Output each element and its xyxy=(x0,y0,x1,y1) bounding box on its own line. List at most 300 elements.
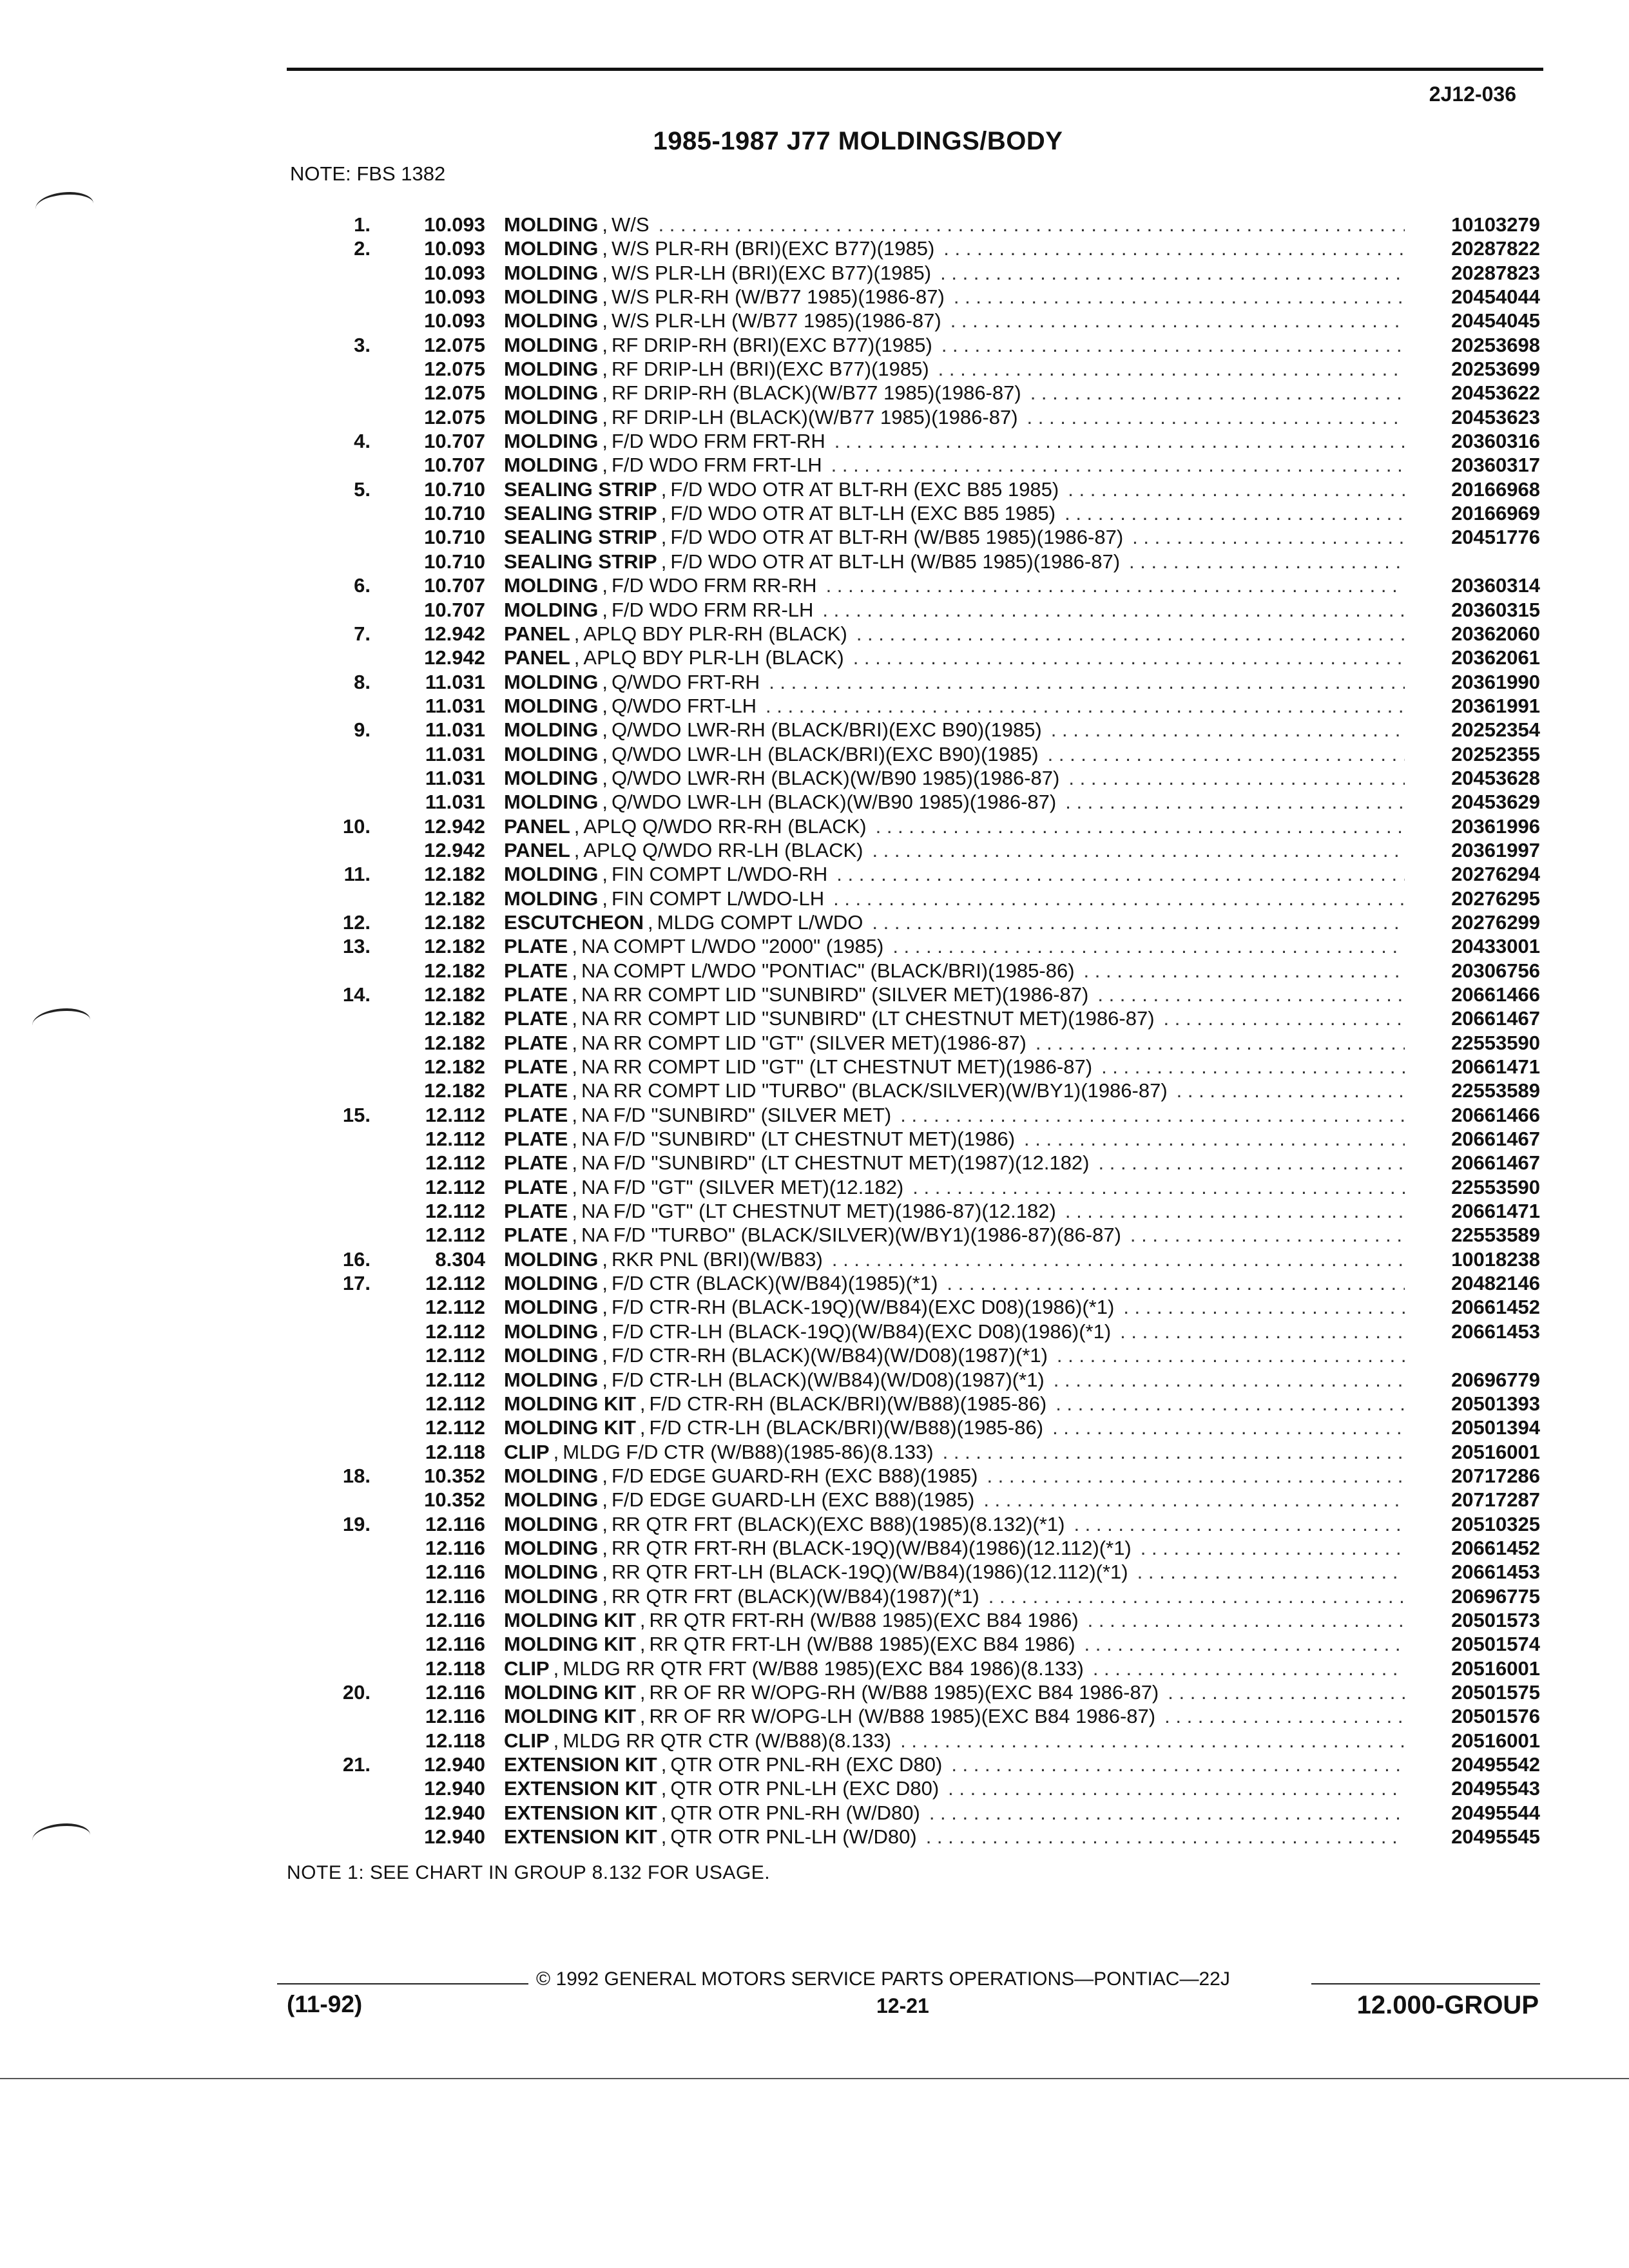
part-description xyxy=(504,670,1405,694)
part-detail: MLDG RR QTR FRT (W/B88 1985)(EXC B84 1986)(8.133) xyxy=(563,1657,1084,1680)
group-number: 12.182 xyxy=(424,910,485,934)
part-detail: QTR OTR PNL-LH (W/D80) xyxy=(670,1825,917,1849)
group-number: 11.031 xyxy=(425,766,485,789)
part-detail: F/D CTR-RH (BLACK/BRI)(W/B88)(1985-86) xyxy=(649,1392,1047,1415)
parts-list xyxy=(322,213,1540,1849)
list-item xyxy=(322,887,1540,910)
list-item xyxy=(322,1776,1540,1800)
dot-leader xyxy=(1051,718,1405,742)
part-number: 20454044 xyxy=(1451,285,1540,309)
part-detail: W/S xyxy=(612,213,650,236)
list-item xyxy=(322,934,1540,958)
group-number: 12.116 xyxy=(425,1584,485,1608)
part-name: MOLDING xyxy=(504,213,599,236)
part-name: SEALING STRIP xyxy=(504,526,657,549)
group-number: 12.940 xyxy=(424,1801,485,1824)
part-description xyxy=(504,1247,1405,1271)
part-number: 20482146 xyxy=(1451,1272,1540,1295)
dot-leader xyxy=(940,261,1405,285)
ref-number: 17. xyxy=(342,1272,371,1295)
part-name: PLATE xyxy=(504,1007,568,1030)
separator: , xyxy=(602,742,608,765)
separator: , xyxy=(602,261,608,284)
separator: , xyxy=(639,1392,646,1415)
group-number: 12.075 xyxy=(424,405,485,428)
dot-leader xyxy=(1130,1223,1405,1247)
list-item xyxy=(322,838,1540,862)
list-item xyxy=(322,1343,1540,1367)
list-item xyxy=(322,1680,1540,1704)
separator: , xyxy=(660,550,667,573)
list-item xyxy=(322,646,1540,669)
separator: , xyxy=(574,622,580,645)
part-detail: RR QTR FRT-LH (BLACK-19Q)(W/B84)(1986)(12.112)(*1) xyxy=(612,1561,1128,1584)
list-item xyxy=(322,1704,1540,1728)
part-number: 20361990 xyxy=(1451,670,1540,693)
part-detail: F/D CTR-RH (BLACK-19Q)(W/B84)(EXC D08)(1986)(*1) xyxy=(612,1296,1115,1319)
part-description xyxy=(504,1175,1405,1199)
list-item xyxy=(322,1416,1540,1439)
part-number: 20501393 xyxy=(1451,1392,1540,1415)
group-number: 11.031 xyxy=(425,791,485,814)
dot-leader xyxy=(900,1103,1405,1127)
ref-number: 5. xyxy=(354,477,371,501)
part-detail: NA F/D "GT" (SILVER MET)(12.182) xyxy=(581,1175,904,1198)
list-item xyxy=(322,1632,1540,1656)
part-detail: F/D CTR-LH (BLACK-19Q)(W/B84)(EXC D08)(1986)(*1) xyxy=(612,1320,1112,1343)
part-name: MOLDING xyxy=(504,358,599,381)
part-number: 20661466 xyxy=(1451,983,1540,1006)
separator: , xyxy=(639,1680,646,1704)
dot-leader xyxy=(1177,1079,1405,1102)
part-number: 20501576 xyxy=(1451,1705,1540,1728)
list-item xyxy=(322,910,1540,934)
dot-leader xyxy=(987,1464,1405,1488)
part-detail: APLQ BDY PLR-LH (BLACK) xyxy=(583,646,844,669)
part-description xyxy=(504,838,1405,862)
separator: , xyxy=(572,1007,577,1030)
part-name: EXTENSION KIT xyxy=(504,1825,657,1849)
group-number: 10.707 xyxy=(424,574,485,597)
part-name: MOLDING xyxy=(504,1368,599,1391)
separator: , xyxy=(602,1368,608,1391)
part-description xyxy=(504,1151,1405,1175)
group-number: 12.182 xyxy=(424,1079,485,1102)
part-name: MOLDING xyxy=(504,694,599,717)
part-description xyxy=(504,718,1405,742)
part-description xyxy=(504,1488,1405,1512)
part-description xyxy=(504,1271,1405,1295)
separator: , xyxy=(572,1151,577,1175)
part-name: MOLDING xyxy=(504,1561,599,1584)
list-item xyxy=(322,718,1540,742)
list-item xyxy=(322,1464,1540,1488)
dot-leader xyxy=(947,1271,1405,1295)
part-number: 20501574 xyxy=(1451,1633,1540,1656)
dot-leader xyxy=(822,598,1405,622)
part-detail: Q/WDO LWR-RH (BLACK)(W/B90 1985)(1986-87) xyxy=(612,766,1060,789)
part-name: CLIP xyxy=(504,1729,550,1752)
group-number: 12.112 xyxy=(425,1175,485,1198)
separator: , xyxy=(602,237,608,260)
list-item xyxy=(322,1127,1540,1151)
list-item xyxy=(322,1271,1540,1295)
list-item xyxy=(322,1175,1540,1199)
part-detail: RR QTR FRT-RH (W/B88 1985)(EXC B84 1986) xyxy=(649,1608,1079,1631)
group-number: 12.075 xyxy=(424,381,485,405)
separator: , xyxy=(602,670,608,693)
list-item xyxy=(322,1536,1540,1560)
dot-leader xyxy=(1024,1127,1405,1151)
ref-number: 20. xyxy=(342,1680,371,1704)
group-number: 12.942 xyxy=(424,646,485,669)
list-item xyxy=(322,1320,1540,1343)
part-name: EXTENSION KIT xyxy=(504,1777,657,1800)
part-detail: F/D CTR-LH (BLACK)(W/B84)(W/D08)(1987)(*1) xyxy=(612,1368,1045,1391)
separator: , xyxy=(660,477,667,501)
part-name: MOLDING xyxy=(504,742,599,765)
list-item xyxy=(322,1512,1540,1536)
part-description xyxy=(504,1512,1405,1536)
group-number: 10.093 xyxy=(424,213,485,236)
part-name: MOLDING KIT xyxy=(504,1608,636,1631)
group-number: 10.710 xyxy=(424,477,485,501)
part-description xyxy=(504,333,1405,357)
part-detail: W/S PLR-RH (W/B77 1985)(1986-87) xyxy=(612,285,945,309)
part-number: 20453629 xyxy=(1451,791,1540,814)
part-number: 20276294 xyxy=(1451,863,1540,886)
part-description xyxy=(504,1079,1405,1102)
part-detail: APLQ Q/WDO RR-LH (BLACK) xyxy=(583,838,863,861)
part-name: PLATE xyxy=(504,1055,568,1079)
list-item xyxy=(322,501,1540,525)
dot-leader xyxy=(954,285,1405,309)
part-name: MOLDING KIT xyxy=(504,1705,636,1728)
group-number: 10.093 xyxy=(424,261,485,284)
group-number: 10.707 xyxy=(424,598,485,621)
part-number: 20661471 xyxy=(1451,1055,1540,1079)
dot-leader xyxy=(832,1247,1405,1271)
dot-leader xyxy=(766,694,1405,718)
part-description xyxy=(504,550,1405,573)
part-name: PLATE xyxy=(504,983,568,1006)
group-number: 12.942 xyxy=(424,622,485,645)
dot-leader xyxy=(872,838,1405,862)
dot-leader xyxy=(1057,1343,1405,1367)
group-number: 12.182 xyxy=(424,1007,485,1030)
footer-rule-right xyxy=(1311,1983,1540,1984)
separator: , xyxy=(572,1055,577,1079)
part-detail: Q/WDO LWR-LH (BLACK/BRI)(EXC B90)(1985) xyxy=(612,742,1039,765)
part-name: MOLDING xyxy=(504,1488,599,1512)
group-number: 12.182 xyxy=(424,983,485,1006)
group-number: 12.118 xyxy=(425,1729,485,1752)
part-description xyxy=(504,598,1405,622)
separator: , xyxy=(572,1175,577,1198)
footnote: NOTE 1: SEE CHART IN GROUP 8.132 FOR USAGE. xyxy=(287,1862,771,1883)
separator: , xyxy=(602,454,608,477)
list-item xyxy=(322,1729,1540,1753)
part-detail: MLDG RR QTR CTR (W/B88)(8.133) xyxy=(563,1729,892,1752)
separator: , xyxy=(639,1633,646,1656)
separator: , xyxy=(602,1464,608,1487)
list-item xyxy=(322,453,1540,477)
list-item xyxy=(322,525,1540,549)
part-name: PANEL xyxy=(504,814,570,838)
dot-leader xyxy=(892,934,1405,958)
group-number: 12.112 xyxy=(425,1320,485,1343)
list-item xyxy=(322,1247,1540,1271)
part-detail: NA F/D "TURBO" (BLACK/SILVER)(W/BY1)(1986-87)(86-87) xyxy=(581,1224,1121,1247)
part-name: MOLDING xyxy=(504,718,599,742)
part-number: 20276295 xyxy=(1451,887,1540,910)
part-detail: F/D WDO OTR AT BLT-LH (EXC B85 1985) xyxy=(670,502,1056,525)
separator: , xyxy=(602,1512,608,1535)
part-description xyxy=(504,1584,1405,1608)
part-description xyxy=(504,1657,1405,1680)
list-item xyxy=(322,1151,1540,1175)
part-description xyxy=(504,1776,1405,1800)
dot-leader xyxy=(1099,1151,1405,1175)
separator: , xyxy=(602,887,608,910)
dot-leader xyxy=(943,1440,1405,1464)
separator: , xyxy=(572,1103,577,1126)
dot-leader xyxy=(872,910,1405,934)
dot-leader xyxy=(943,236,1405,260)
part-description xyxy=(504,694,1405,718)
dot-leader xyxy=(1088,1608,1405,1632)
ref-number: 21. xyxy=(342,1753,371,1776)
part-number: 20717286 xyxy=(1451,1464,1540,1487)
part-description xyxy=(504,1825,1405,1849)
part-name: PLATE xyxy=(504,959,568,982)
dot-leader xyxy=(1084,1632,1405,1656)
part-number: 20661452 xyxy=(1451,1536,1540,1559)
group-number: 12.116 xyxy=(425,1536,485,1559)
ref-number: 14. xyxy=(342,983,371,1006)
separator: , xyxy=(602,430,608,453)
dot-leader xyxy=(1065,790,1405,814)
part-number: 20661467 xyxy=(1451,1007,1540,1030)
part-detail: NA F/D "SUNBIRD" (LT CHESTNUT MET)(1986) xyxy=(581,1128,1016,1151)
dot-leader xyxy=(876,814,1405,838)
ref-number: 12. xyxy=(342,910,371,934)
separator: , xyxy=(660,1777,667,1800)
part-description xyxy=(504,1801,1405,1825)
dot-leader xyxy=(831,453,1405,477)
part-name: EXTENSION KIT xyxy=(504,1753,657,1776)
dot-leader xyxy=(1068,766,1405,790)
separator: , xyxy=(602,574,608,597)
group-number: 12.116 xyxy=(425,1633,485,1656)
part-name: CLIP xyxy=(504,1657,550,1680)
part-description xyxy=(504,381,1405,405)
dot-leader xyxy=(1074,1512,1405,1536)
dot-leader xyxy=(948,1776,1405,1800)
part-number: 20495544 xyxy=(1451,1801,1540,1824)
page-title: 1985-1987 J77 MOLDINGS/BODY xyxy=(653,127,1063,155)
part-number: 20495542 xyxy=(1451,1753,1540,1776)
list-item xyxy=(322,1560,1540,1584)
group-number: 12.116 xyxy=(425,1561,485,1584)
part-name: PANEL xyxy=(504,622,570,645)
part-description xyxy=(504,1006,1405,1030)
dot-leader xyxy=(900,1729,1405,1753)
separator: , xyxy=(553,1440,559,1463)
list-item xyxy=(322,1079,1540,1102)
page-number: 12-21 xyxy=(876,1994,929,2017)
part-detail: NA RR COMPT LID "SUNBIRD" (SILVER MET)(1986-87) xyxy=(581,983,1089,1006)
ref-number: 18. xyxy=(342,1464,371,1487)
list-item xyxy=(322,1488,1540,1512)
part-description xyxy=(504,1680,1405,1704)
dot-leader xyxy=(1137,1560,1405,1584)
part-number: 20516001 xyxy=(1451,1657,1540,1680)
part-detail: MLDG COMPT L/WDO xyxy=(657,910,863,934)
part-number: 20252355 xyxy=(1451,742,1540,765)
part-detail: NA F/D "SUNBIRD" (LT CHESTNUT MET)(1987)(12.182) xyxy=(581,1151,1090,1175)
part-detail: W/S PLR-LH (W/B77 1985)(1986-87) xyxy=(612,309,941,332)
list-item xyxy=(322,814,1540,838)
group-number: 12.116 xyxy=(425,1680,485,1704)
part-description xyxy=(504,525,1405,549)
header-note: NOTE: FBS 1382 xyxy=(290,162,446,185)
group-number: 11.031 xyxy=(425,742,485,765)
part-name: MOLDING xyxy=(504,333,599,356)
part-detail: NA COMPT L/WDO "2000" (1985) xyxy=(581,935,884,958)
part-detail: F/D WDO FRM RR-RH xyxy=(612,574,817,597)
separator: , xyxy=(572,1224,577,1247)
part-name: MOLDING xyxy=(504,791,599,814)
part-description xyxy=(504,1055,1405,1079)
part-description xyxy=(504,1368,1405,1392)
separator: , xyxy=(572,983,577,1006)
dot-leader xyxy=(1048,742,1405,766)
part-description xyxy=(504,1343,1405,1367)
part-number: 20276299 xyxy=(1451,910,1540,934)
part-number: 20360315 xyxy=(1451,598,1540,621)
part-number: 20510325 xyxy=(1451,1512,1540,1535)
part-description xyxy=(504,1295,1405,1319)
part-description xyxy=(504,261,1405,285)
group-number: 12.112 xyxy=(425,1368,485,1391)
dot-leader xyxy=(826,573,1405,597)
dot-leader xyxy=(938,357,1405,381)
part-description xyxy=(504,1560,1405,1584)
separator: , xyxy=(660,1825,667,1849)
list-item xyxy=(322,236,1540,260)
list-item xyxy=(322,1392,1540,1416)
separator: , xyxy=(572,1079,577,1102)
part-number: 20253698 xyxy=(1451,333,1540,356)
part-number: 20516001 xyxy=(1451,1440,1540,1463)
dot-leader xyxy=(1168,1680,1405,1704)
group-label: 12.000-GROUP xyxy=(1356,1991,1539,2019)
part-detail: RKR PNL (BRI)(W/B83) xyxy=(612,1247,823,1271)
separator: , xyxy=(660,526,667,549)
separator: , xyxy=(602,358,608,381)
part-detail: RF DRIP-LH (BRI)(EXC B77)(1985) xyxy=(612,358,929,381)
part-name: MOLDING xyxy=(504,454,599,477)
part-name: MOLDING xyxy=(504,766,599,789)
part-number: 20453622 xyxy=(1451,381,1540,405)
part-description xyxy=(504,766,1405,790)
list-item xyxy=(322,694,1540,718)
part-description xyxy=(504,236,1405,260)
group-number: 12.112 xyxy=(425,1128,485,1151)
part-detail: RR OF RR W/OPG-LH (W/B88 1985)(EXC B84 1986-87) xyxy=(649,1705,1156,1728)
dot-leader xyxy=(1164,1704,1405,1728)
part-description xyxy=(504,862,1405,886)
dot-leader xyxy=(1055,1392,1405,1416)
separator: , xyxy=(602,766,608,789)
part-description xyxy=(504,1753,1405,1776)
part-number: 20252354 xyxy=(1451,718,1540,742)
separator: , xyxy=(660,502,667,525)
group-number: 10.093 xyxy=(424,237,485,260)
list-item xyxy=(322,1657,1540,1680)
ref-number: 6. xyxy=(354,574,371,597)
separator: , xyxy=(660,1753,667,1776)
dot-leader xyxy=(926,1825,1405,1849)
part-detail: RR OF RR W/OPG-RH (W/B88 1985)(EXC B84 1986-87) xyxy=(649,1680,1159,1704)
part-name: MOLDING xyxy=(504,1512,599,1535)
ref-number: 16. xyxy=(342,1247,371,1271)
dot-leader xyxy=(951,1753,1405,1776)
part-detail: F/D CTR (BLACK)(W/B84)(1985)(*1) xyxy=(612,1272,938,1295)
list-item xyxy=(322,357,1540,381)
part-number: 22553590 xyxy=(1451,1175,1540,1198)
part-name: MOLDING KIT xyxy=(504,1416,636,1439)
dot-leader xyxy=(950,309,1405,332)
punch-mark xyxy=(35,192,93,220)
ref-number: 9. xyxy=(354,718,371,742)
part-description xyxy=(504,1416,1405,1439)
separator: , xyxy=(660,1801,667,1824)
part-name: PLATE xyxy=(504,935,568,958)
part-detail: F/D WDO OTR AT BLT-LH (W/B85 1985)(1986-87) xyxy=(670,550,1121,573)
list-item xyxy=(322,1103,1540,1127)
part-detail: RR QTR FRT (BLACK)(EXC B88)(1985)(8.132)(*1) xyxy=(612,1512,1065,1535)
part-description xyxy=(504,790,1405,814)
part-description xyxy=(504,887,1405,910)
part-name: PLATE xyxy=(504,1200,568,1223)
list-item xyxy=(322,959,1540,983)
separator: , xyxy=(639,1416,646,1439)
separator: , xyxy=(602,309,608,332)
dot-leader xyxy=(1065,501,1405,525)
part-name: MOLDING xyxy=(504,1464,599,1487)
part-description xyxy=(504,213,1405,236)
part-description xyxy=(504,477,1405,501)
group-number: 12.112 xyxy=(425,1151,485,1175)
list-item xyxy=(322,1055,1540,1079)
ref-number: 4. xyxy=(354,430,371,453)
part-description xyxy=(504,1464,1405,1488)
part-name: PANEL xyxy=(504,838,570,861)
footer-rule-left xyxy=(277,1983,528,1984)
separator: , xyxy=(602,1584,608,1608)
part-number: 20661453 xyxy=(1451,1561,1540,1584)
part-name: MOLDING xyxy=(504,237,599,260)
part-description xyxy=(504,573,1405,597)
list-item xyxy=(322,381,1540,405)
part-detail: F/D WDO OTR AT BLT-RH (W/B85 1985)(1986-87) xyxy=(670,526,1124,549)
part-name: MOLDING xyxy=(504,1344,599,1367)
part-number: 20661452 xyxy=(1451,1296,1540,1319)
part-name: PLATE xyxy=(504,1151,568,1175)
group-number: 12.112 xyxy=(425,1392,485,1415)
